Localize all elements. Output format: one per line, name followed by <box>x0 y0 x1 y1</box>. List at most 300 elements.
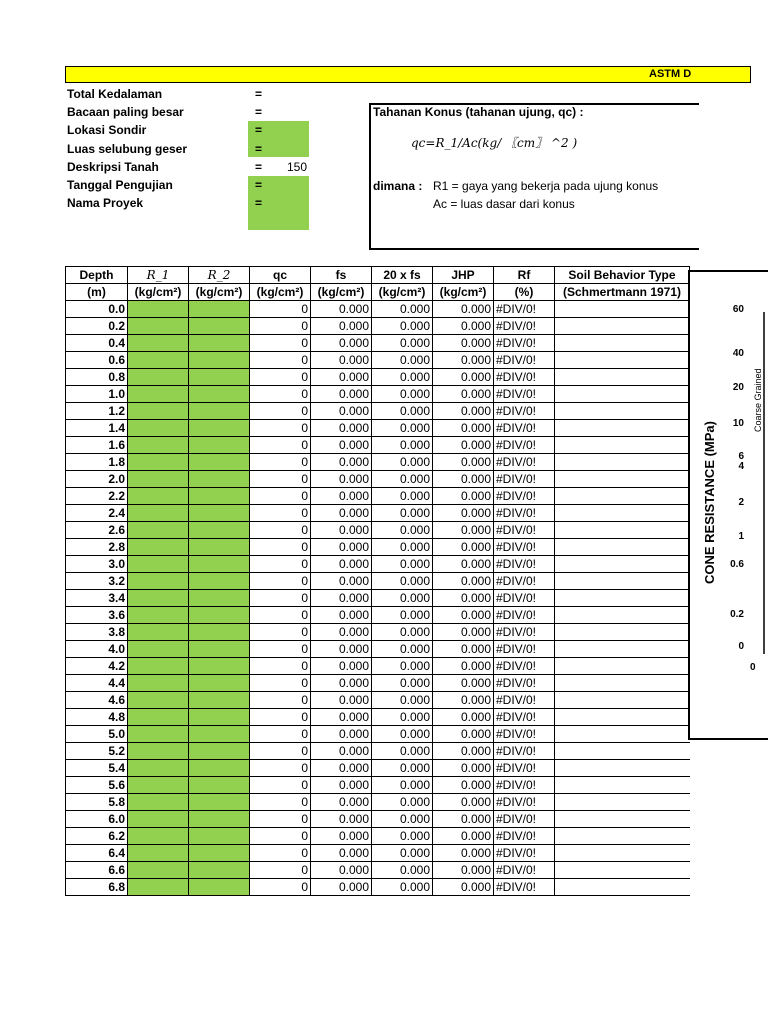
rf-cell: #DIV/0! <box>494 454 555 471</box>
table-row <box>66 726 690 743</box>
r1-input-cell[interactable] <box>128 369 189 386</box>
soil-type-cell <box>555 862 690 879</box>
r2-input-cell[interactable] <box>189 539 250 556</box>
fs-cell: 0.000 <box>311 556 372 573</box>
jhp-cell: 0.000 <box>433 454 494 471</box>
fs20-cell: 0.000 <box>372 437 433 454</box>
soil-type-cell <box>555 828 690 845</box>
soil-type-cell <box>555 505 690 522</box>
table-row <box>66 777 690 794</box>
fs20-cell: 0.000 <box>372 454 433 471</box>
qc-cell: 0 <box>250 794 311 811</box>
units-row <box>66 284 690 301</box>
column-header: R_2 <box>189 267 250 284</box>
rf-cell: #DIV/0! <box>494 658 555 675</box>
fs-cell: 0.000 <box>311 811 372 828</box>
depth-cell: 5.2 <box>66 743 128 760</box>
r2-input-cell[interactable] <box>189 369 250 386</box>
column-header: Depth <box>66 267 128 284</box>
fs20-cell: 0.000 <box>372 811 433 828</box>
depth-cell: 6.4 <box>66 845 128 862</box>
table-row <box>66 607 690 624</box>
soil-type-cell <box>555 488 690 505</box>
depth-cell: 2.4 <box>66 505 128 522</box>
rf-cell: #DIV/0! <box>494 369 555 386</box>
qc-cell: 0 <box>250 318 311 335</box>
fs-cell: 0.000 <box>311 573 372 590</box>
jhp-cell: 0.000 <box>433 573 494 590</box>
r2-input-cell[interactable] <box>189 607 250 624</box>
formula-where-label: dimana : <box>373 179 423 193</box>
fs-cell: 0.000 <box>311 879 372 896</box>
r1-input-cell[interactable] <box>128 692 189 709</box>
column-unit: (kg/cm²) <box>433 284 494 301</box>
r1-input-cell[interactable] <box>128 777 189 794</box>
fs20-cell: 0.000 <box>372 505 433 522</box>
qc-cell: 0 <box>250 590 311 607</box>
table-row <box>66 505 690 522</box>
soil-type-cell <box>555 607 690 624</box>
qc-cell: 0 <box>250 420 311 437</box>
jhp-cell: 0.000 <box>433 471 494 488</box>
jhp-cell: 0.000 <box>433 488 494 505</box>
jhp-cell: 0.000 <box>433 658 494 675</box>
y-tick-label: 20 <box>732 382 744 393</box>
table-row <box>66 862 690 879</box>
soil-type-cell <box>555 709 690 726</box>
fs-cell: 0.000 <box>311 862 372 879</box>
r2-input-cell[interactable] <box>189 760 250 777</box>
r1-input-cell[interactable] <box>128 301 189 318</box>
r2-input-cell[interactable] <box>189 522 250 539</box>
r2-input-cell[interactable] <box>189 675 250 692</box>
fs-cell: 0.000 <box>311 488 372 505</box>
info-value-cell[interactable] <box>248 212 309 230</box>
soil-classification-chart <box>688 270 768 740</box>
table-row <box>66 539 690 556</box>
rf-cell: #DIV/0! <box>494 403 555 420</box>
r1-input-cell[interactable] <box>128 437 189 454</box>
soil-type-cell <box>555 556 690 573</box>
y-tick-label: 10 <box>732 418 744 429</box>
jhp-cell: 0.000 <box>433 386 494 403</box>
soil-type-cell <box>555 573 690 590</box>
table-row <box>66 471 690 488</box>
r1-input-cell[interactable] <box>128 641 189 658</box>
info-equals: = <box>255 123 263 138</box>
r1-input-cell[interactable] <box>128 420 189 437</box>
table-row <box>66 403 690 420</box>
jhp-cell: 0.000 <box>433 505 494 522</box>
qc-cell: 0 <box>250 726 311 743</box>
r1-input-cell[interactable] <box>128 828 189 845</box>
rf-cell: #DIV/0! <box>494 743 555 760</box>
fs20-cell: 0.000 <box>372 386 433 403</box>
r2-input-cell[interactable] <box>189 590 250 607</box>
r1-input-cell[interactable] <box>128 335 189 352</box>
qc-cell: 0 <box>250 437 311 454</box>
rf-cell: #DIV/0! <box>494 709 555 726</box>
column-header: JHP <box>433 267 494 284</box>
table-row <box>66 845 690 862</box>
r1-input-cell[interactable] <box>128 709 189 726</box>
jhp-cell: 0.000 <box>433 692 494 709</box>
jhp-cell: 0.000 <box>433 556 494 573</box>
depth-cell: 0.4 <box>66 335 128 352</box>
fs20-cell: 0.000 <box>372 352 433 369</box>
fs-cell: 0.000 <box>311 352 372 369</box>
rf-cell: #DIV/0! <box>494 352 555 369</box>
formula-r1-definition: R1 = gaya yang bekerja pada ujung konus <box>433 179 659 193</box>
r2-input-cell[interactable] <box>189 828 250 845</box>
info-equals: = <box>255 196 263 211</box>
banner-title: ASTM D <box>649 68 692 80</box>
fs-cell: 0.000 <box>311 743 372 760</box>
column-header: fs <box>311 267 372 284</box>
r1-input-cell[interactable] <box>128 522 189 539</box>
rf-cell: #DIV/0! <box>494 811 555 828</box>
r2-input-cell[interactable] <box>189 573 250 590</box>
qc-cell: 0 <box>250 607 311 624</box>
r1-input-cell[interactable] <box>128 794 189 811</box>
qc-cell: 0 <box>250 522 311 539</box>
fs-cell: 0.000 <box>311 471 372 488</box>
table-row <box>66 641 690 658</box>
y-tick-label: 60 <box>732 304 744 315</box>
r1-input-cell[interactable] <box>128 590 189 607</box>
soil-type-cell <box>555 794 690 811</box>
r1-input-cell[interactable] <box>128 624 189 641</box>
r2-input-cell[interactable] <box>189 318 250 335</box>
r1-input-cell[interactable] <box>128 845 189 862</box>
r2-input-cell[interactable] <box>189 488 250 505</box>
r2-input-cell[interactable] <box>189 811 250 828</box>
info-label: Tanggal Pengujian <box>67 178 173 192</box>
rf-cell: #DIV/0! <box>494 624 555 641</box>
fs-cell: 0.000 <box>311 709 372 726</box>
rf-cell: #DIV/0! <box>494 471 555 488</box>
table-row <box>66 522 690 539</box>
r2-input-cell[interactable] <box>189 624 250 641</box>
fs-cell: 0.000 <box>311 675 372 692</box>
fs-cell: 0.000 <box>311 301 372 318</box>
chart-canvas <box>690 272 768 738</box>
info-equals: = <box>255 159 263 174</box>
soil-type-cell <box>555 352 690 369</box>
rf-cell: #DIV/0! <box>494 386 555 403</box>
table-row <box>66 879 690 896</box>
qc-cell: 0 <box>250 811 311 828</box>
table-row <box>66 488 690 505</box>
r1-input-cell[interactable] <box>128 471 189 488</box>
fs-cell: 0.000 <box>311 318 372 335</box>
qc-cell: 0 <box>250 471 311 488</box>
info-label: Deskripsi Tanah <box>67 159 159 174</box>
jhp-cell: 0.000 <box>433 862 494 879</box>
region-label: Coarse Grained <box>753 368 763 432</box>
formula-equation: qc=R_1/Ac(kg/ 〖cm〗 ^2 ) <box>411 136 578 150</box>
r2-input-cell[interactable] <box>189 794 250 811</box>
r2-input-cell[interactable] <box>189 352 250 369</box>
r1-input-cell[interactable] <box>128 403 189 420</box>
jhp-cell: 0.000 <box>433 641 494 658</box>
fs20-cell: 0.000 <box>372 828 433 845</box>
fs20-cell: 0.000 <box>372 692 433 709</box>
soil-type-cell <box>555 743 690 760</box>
r1-input-cell[interactable] <box>128 675 189 692</box>
rf-cell: #DIV/0! <box>494 573 555 590</box>
qc-cell: 0 <box>250 539 311 556</box>
r2-input-cell[interactable] <box>189 845 250 862</box>
table-row <box>66 692 690 709</box>
qc-cell: 0 <box>250 828 311 845</box>
r2-input-cell[interactable] <box>189 879 250 896</box>
r1-input-cell[interactable] <box>128 607 189 624</box>
jhp-cell: 0.000 <box>433 403 494 420</box>
depth-cell: 4.2 <box>66 658 128 675</box>
jhp-cell: 0.000 <box>433 760 494 777</box>
fs20-cell: 0.000 <box>372 471 433 488</box>
table-row <box>66 573 690 590</box>
rf-cell: #DIV/0! <box>494 845 555 862</box>
qc-cell: 0 <box>250 845 311 862</box>
r1-input-cell[interactable] <box>128 743 189 760</box>
r1-input-cell[interactable] <box>128 352 189 369</box>
qc-cell: 0 <box>250 743 311 760</box>
table-row <box>66 675 690 692</box>
depth-cell: 2.6 <box>66 522 128 539</box>
r2-input-cell[interactable] <box>189 386 250 403</box>
rf-cell: #DIV/0! <box>494 794 555 811</box>
fs-cell: 0.000 <box>311 760 372 777</box>
r1-input-cell[interactable] <box>128 658 189 675</box>
y-tick-label: 40 <box>732 348 744 359</box>
info-equals: = <box>255 178 263 192</box>
soil-type-cell <box>555 641 690 658</box>
r1-input-cell[interactable] <box>128 386 189 403</box>
table-row <box>66 556 690 573</box>
jhp-cell: 0.000 <box>433 845 494 862</box>
qc-cell: 0 <box>250 369 311 386</box>
y-axis-label: CONE RESISTANCE (MPa) <box>702 421 717 584</box>
title-banner <box>65 66 751 83</box>
r2-input-cell[interactable] <box>189 505 250 522</box>
fs20-cell: 0.000 <box>372 420 433 437</box>
info-label: Luas selubung geser <box>67 141 188 156</box>
r2-input-cell[interactable] <box>189 556 250 573</box>
qc-cell: 0 <box>250 505 311 522</box>
depth-cell: 3.8 <box>66 624 128 641</box>
depth-cell: 3.4 <box>66 590 128 607</box>
table-row <box>66 352 690 369</box>
rf-cell: #DIV/0! <box>494 641 555 658</box>
r1-input-cell[interactable] <box>128 488 189 505</box>
fs20-cell: 0.000 <box>372 318 433 335</box>
table-row <box>66 811 690 828</box>
fs-cell: 0.000 <box>311 726 372 743</box>
qc-cell: 0 <box>250 760 311 777</box>
depth-cell: 5.8 <box>66 794 128 811</box>
r1-input-cell[interactable] <box>128 539 189 556</box>
fs20-cell: 0.000 <box>372 658 433 675</box>
depth-cell: 3.2 <box>66 573 128 590</box>
info-equals: = <box>255 87 263 101</box>
table-row <box>66 318 690 335</box>
r2-input-cell[interactable] <box>189 420 250 437</box>
column-unit: (kg/cm²) <box>311 284 372 301</box>
jhp-cell: 0.000 <box>433 590 494 607</box>
r2-input-cell[interactable] <box>189 692 250 709</box>
jhp-cell: 0.000 <box>433 437 494 454</box>
column-unit: (m) <box>66 284 128 301</box>
qc-cell: 0 <box>250 675 311 692</box>
fs20-cell: 0.000 <box>372 624 433 641</box>
r1-input-cell[interactable] <box>128 556 189 573</box>
info-label: Lokasi Sondir <box>67 123 147 138</box>
depth-cell: 0.0 <box>66 301 128 318</box>
soil-type-cell <box>555 301 690 318</box>
r1-input-cell[interactable] <box>128 879 189 896</box>
info-equals: = <box>255 105 263 120</box>
jhp-cell: 0.000 <box>433 539 494 556</box>
depth-cell: 3.0 <box>66 556 128 573</box>
soil-type-cell <box>555 369 690 386</box>
fs-cell: 0.000 <box>311 624 372 641</box>
r1-input-cell[interactable] <box>128 573 189 590</box>
jhp-cell: 0.000 <box>433 743 494 760</box>
rf-cell: #DIV/0! <box>494 692 555 709</box>
soil-type-cell <box>555 539 690 556</box>
qc-cell: 0 <box>250 624 311 641</box>
rf-cell: #DIV/0! <box>494 607 555 624</box>
r2-input-cell[interactable] <box>189 335 250 352</box>
r1-input-cell[interactable] <box>128 318 189 335</box>
fs20-cell: 0.000 <box>372 760 433 777</box>
qc-cell: 0 <box>250 573 311 590</box>
qc-cell: 0 <box>250 709 311 726</box>
column-header: Soil Behavior Type <box>555 267 690 284</box>
info-label: Total Kedalaman <box>67 87 163 101</box>
fs20-cell: 0.000 <box>372 403 433 420</box>
fs20-cell: 0.000 <box>372 641 433 658</box>
depth-cell: 6.0 <box>66 811 128 828</box>
r1-input-cell[interactable] <box>128 726 189 743</box>
soil-type-cell <box>555 811 690 828</box>
column-header: Rf <box>494 267 555 284</box>
rf-cell: #DIV/0! <box>494 522 555 539</box>
table-row <box>66 624 690 641</box>
sondir-data-table <box>65 266 690 896</box>
r1-input-cell[interactable] <box>128 862 189 879</box>
fs-cell: 0.000 <box>311 437 372 454</box>
soil-type-cell <box>555 386 690 403</box>
r2-input-cell[interactable] <box>189 641 250 658</box>
y-tick-label: 0 <box>738 641 744 652</box>
soil-type-cell <box>555 777 690 794</box>
table-row <box>66 369 690 386</box>
depth-cell: 1.6 <box>66 437 128 454</box>
soil-type-cell <box>555 760 690 777</box>
jhp-cell: 0.000 <box>433 726 494 743</box>
table-row <box>66 760 690 777</box>
r2-input-cell[interactable] <box>189 437 250 454</box>
column-header: 20 x fs <box>372 267 433 284</box>
r1-input-cell[interactable] <box>128 760 189 777</box>
r2-input-cell[interactable] <box>189 403 250 420</box>
qc-cell: 0 <box>250 301 311 318</box>
jhp-cell: 0.000 <box>433 709 494 726</box>
table-row <box>66 590 690 607</box>
depth-cell: 6.2 <box>66 828 128 845</box>
column-unit: (%) <box>494 284 555 301</box>
depth-cell: 1.2 <box>66 403 128 420</box>
depth-cell: 2.2 <box>66 488 128 505</box>
fs-cell: 0.000 <box>311 658 372 675</box>
qc-cell: 0 <box>250 352 311 369</box>
fs20-cell: 0.000 <box>372 794 433 811</box>
r2-input-cell[interactable] <box>189 709 250 726</box>
table-row <box>66 709 690 726</box>
formula-box <box>369 103 699 250</box>
column-unit: (kg/cm²) <box>250 284 311 301</box>
rf-cell: #DIV/0! <box>494 590 555 607</box>
table-row <box>66 437 690 454</box>
soil-type-cell <box>555 624 690 641</box>
r2-input-cell[interactable] <box>189 726 250 743</box>
fs-cell: 0.000 <box>311 369 372 386</box>
rf-cell: #DIV/0! <box>494 420 555 437</box>
column-header: R_1 <box>128 267 189 284</box>
info-row <box>67 158 263 176</box>
r2-input-cell[interactable] <box>189 777 250 794</box>
rf-cell: #DIV/0! <box>494 828 555 845</box>
r2-input-cell[interactable] <box>189 658 250 675</box>
qc-cell: 0 <box>250 641 311 658</box>
r2-input-cell[interactable] <box>189 862 250 879</box>
fs20-cell: 0.000 <box>372 607 433 624</box>
soil-type-cell <box>555 403 690 420</box>
jhp-cell: 0.000 <box>433 420 494 437</box>
column-unit: (kg/cm²) <box>189 284 250 301</box>
r2-input-cell[interactable] <box>189 454 250 471</box>
fs20-cell: 0.000 <box>372 488 433 505</box>
rf-cell: #DIV/0! <box>494 726 555 743</box>
depth-cell: 6.8 <box>66 879 128 896</box>
fs-cell: 0.000 <box>311 386 372 403</box>
r1-input-cell[interactable] <box>128 505 189 522</box>
depth-cell: 5.0 <box>66 726 128 743</box>
qc-cell: 0 <box>250 692 311 709</box>
jhp-cell: 0.000 <box>433 318 494 335</box>
qc-cell: 0 <box>250 335 311 352</box>
r1-input-cell[interactable] <box>128 811 189 828</box>
soil-type-cell <box>555 437 690 454</box>
fs20-cell: 0.000 <box>372 539 433 556</box>
info-row <box>67 103 263 121</box>
fs-cell: 0.000 <box>311 505 372 522</box>
soil-type-cell <box>555 726 690 743</box>
jhp-cell: 0.000 <box>433 675 494 692</box>
r2-input-cell[interactable] <box>189 471 250 488</box>
r2-input-cell[interactable] <box>189 301 250 318</box>
soil-type-cell <box>555 879 690 896</box>
r2-input-cell[interactable] <box>189 743 250 760</box>
r1-input-cell[interactable] <box>128 454 189 471</box>
rf-cell: #DIV/0! <box>494 777 555 794</box>
qc-cell: 0 <box>250 454 311 471</box>
soil-type-cell <box>555 845 690 862</box>
qc-cell: 0 <box>250 386 311 403</box>
